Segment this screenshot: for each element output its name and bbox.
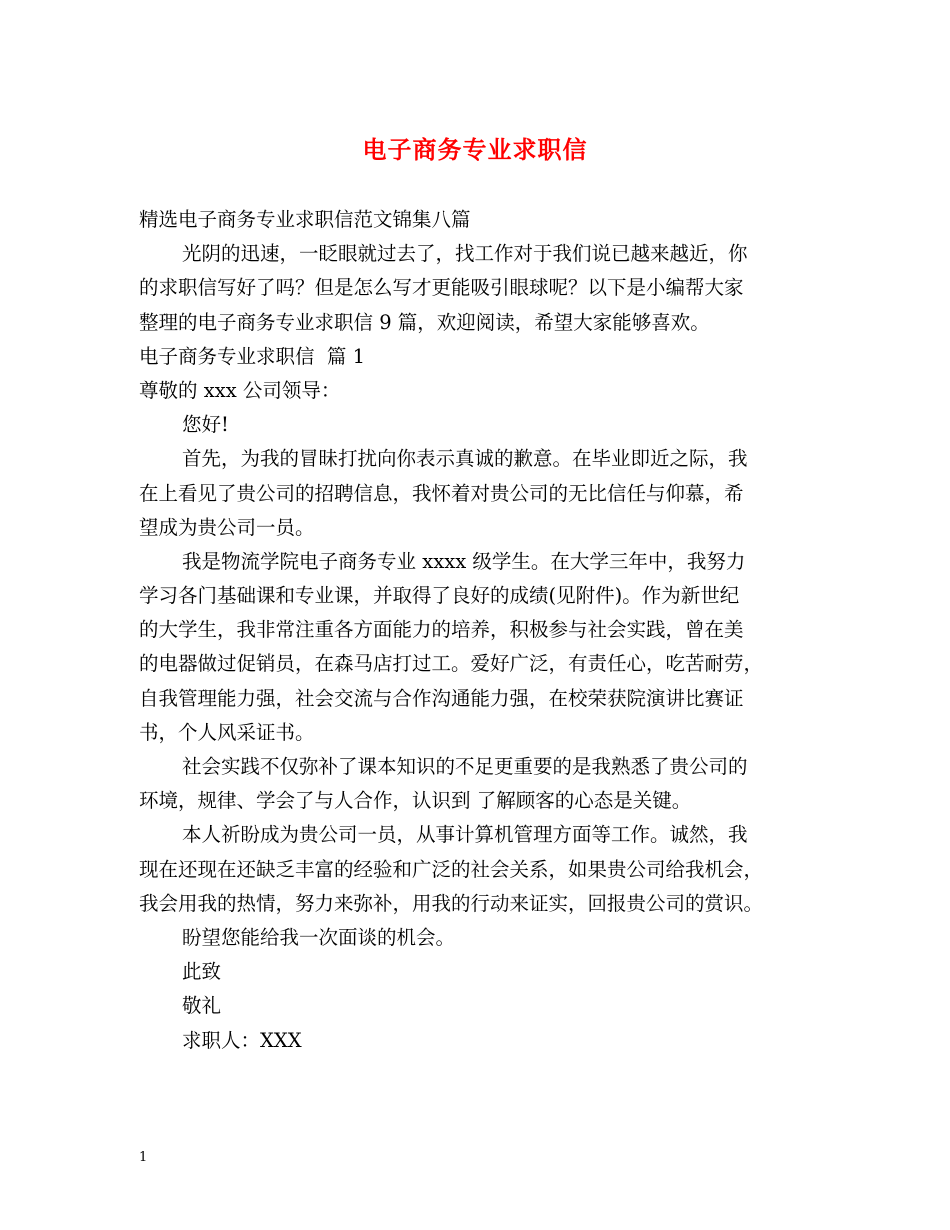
paragraph3-line-1: 社会实践不仅弥补了课本知识的不足更重要的是我熟悉了贵公司的 <box>182 755 748 778</box>
paragraph5: 盼望您能给我一次面谈的机会。 <box>182 925 456 949</box>
paragraph2-line-4: 的电器做过促销员，在森马店打过工。爱好广泛，有责任心，吃苦耐劳， <box>139 652 764 676</box>
intro-line-1: 光阴的迅速，一眨眼就过去了，找工作对于我们说已越来越近，你 <box>182 242 748 266</box>
paragraph4-line-3: 我会用我的热情，努力来弥补，用我的行动来证实，回报贵公司的赏识。 <box>139 891 764 915</box>
section-heading: 电子商务专业求职信 篇 1 <box>139 344 366 368</box>
paragraph2-line-5: 自我管理能力强，社会交流与合作沟通能力强，在校荣获院演讲比赛证 <box>139 686 744 710</box>
paragraph3-line-2: 环境，规律、学会了与人合作，认识到 了解顾客的心态是关键。 <box>139 789 692 813</box>
signature: 求职人：XXX <box>182 1028 302 1052</box>
paragraph1-line-2: 在上看见了贵公司的招聘信息，我怀着对贵公司的无比信任与仰慕，希 <box>139 481 744 505</box>
paragraph2-line-1: 我是物流学院电子商务专业 xxxx 级学生。在大学三年中，我努力 <box>182 549 746 573</box>
paragraph2-line-3: 的大学生，我非常注重各方面能力的培养，积极参与社会实践，曾在美 <box>139 618 744 642</box>
greeting: 您好! <box>182 413 229 437</box>
intro-line-2: 的求职信写好了吗？但是怎么写才更能吸引眼球呢？以下是小编帮大家 <box>139 276 744 300</box>
salutation: 尊敬的 xxx 公司领导： <box>139 378 341 402</box>
paragraph2-line-2: 学习各门基础课和专业课，并取得了良好的成绩(见附件)。作为新世纪 <box>139 584 740 608</box>
closing-jingli: 敬礼 <box>182 994 222 1018</box>
document-title: 电子商务专业求职信 <box>362 135 588 164</box>
paragraph4-line-2: 现在还现在还缺乏丰富的经验和广泛的社会关系，如果贵公司给我机会， <box>139 857 764 881</box>
paragraph1-line-1: 首先，为我的冒昧打扰向你表示真诚的歉意。在毕业即近之际，我 <box>182 447 748 471</box>
page-number: 1 <box>139 1150 148 1165</box>
subtitle: 精选电子商务专业求职信范文锦集八篇 <box>139 208 471 231</box>
closing-cizhi: 此致 <box>182 960 222 984</box>
paragraph1-line-3: 望成为贵公司一员。 <box>139 515 315 539</box>
intro-line-3: 整理的电子商务专业求职信 9 篇，欢迎阅读，希望大家能够喜欢。 <box>139 310 710 334</box>
paragraph2-line-6: 书，个人风采证书。 <box>139 720 315 744</box>
document-body <box>139 203 829 1058</box>
paragraph4-line-1: 本人祈盼成为贵公司一员，从事计算机管理方面等工作。诚然，我 <box>182 823 748 847</box>
